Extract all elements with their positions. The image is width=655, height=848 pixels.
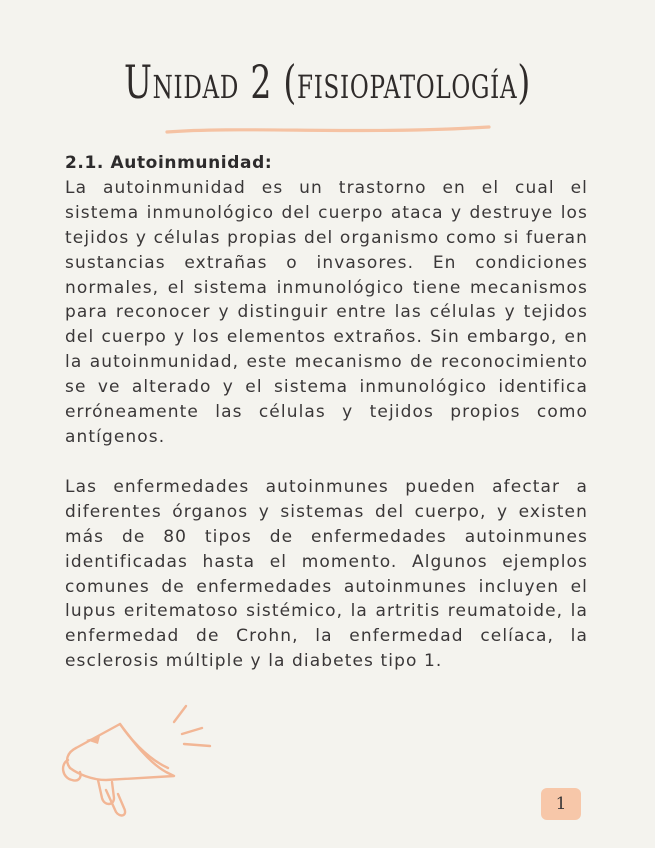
title-underline <box>163 122 493 138</box>
page-number-badge <box>541 788 581 820</box>
paragraph: Las enfermedades autoinmunes pueden afectar a diferentes órganos y sistemas del cuerpo, y existen más de 80 tipos de enfermedades autoinmunes identificadas hasta el momento. Algunos ejemplos comunes de enfermedades autoinmunes incluyen el lupus eritematoso sistémico, la artritis reumatoide, la enfermedad de Crohn, la enfermedad celíaca, la esclerosis múltiple y la diabetes tipo 1. <box>65 476 588 672</box>
megaphone-icon <box>56 700 221 820</box>
paragraph: La autoinmunidad es un trastorno en el cual el sistema inmunológico del cuerpo ataca y destruye los tejidos y células propias del organismo como si fueran sustancias extrañas o invasores. En condiciones normales, el sistema inmunológico tiene mecanismos para reconocer y distinguir entre las células y tejidos del cuerpo y los elementos extraños. Sin embargo, en la autoinmunidad, este mecanismo de reconocimiento se ve alterado y el sistema inmunológico identifica erróneamente las células y tejidos propios como antígenos. <box>65 177 588 447</box>
section-heading: 2.1. Autoinmunidad: <box>65 153 273 173</box>
page-title: Unidad 2 (fisiopatología) <box>124 55 531 109</box>
document-body <box>65 151 588 674</box>
page-number: 1 <box>555 794 567 814</box>
